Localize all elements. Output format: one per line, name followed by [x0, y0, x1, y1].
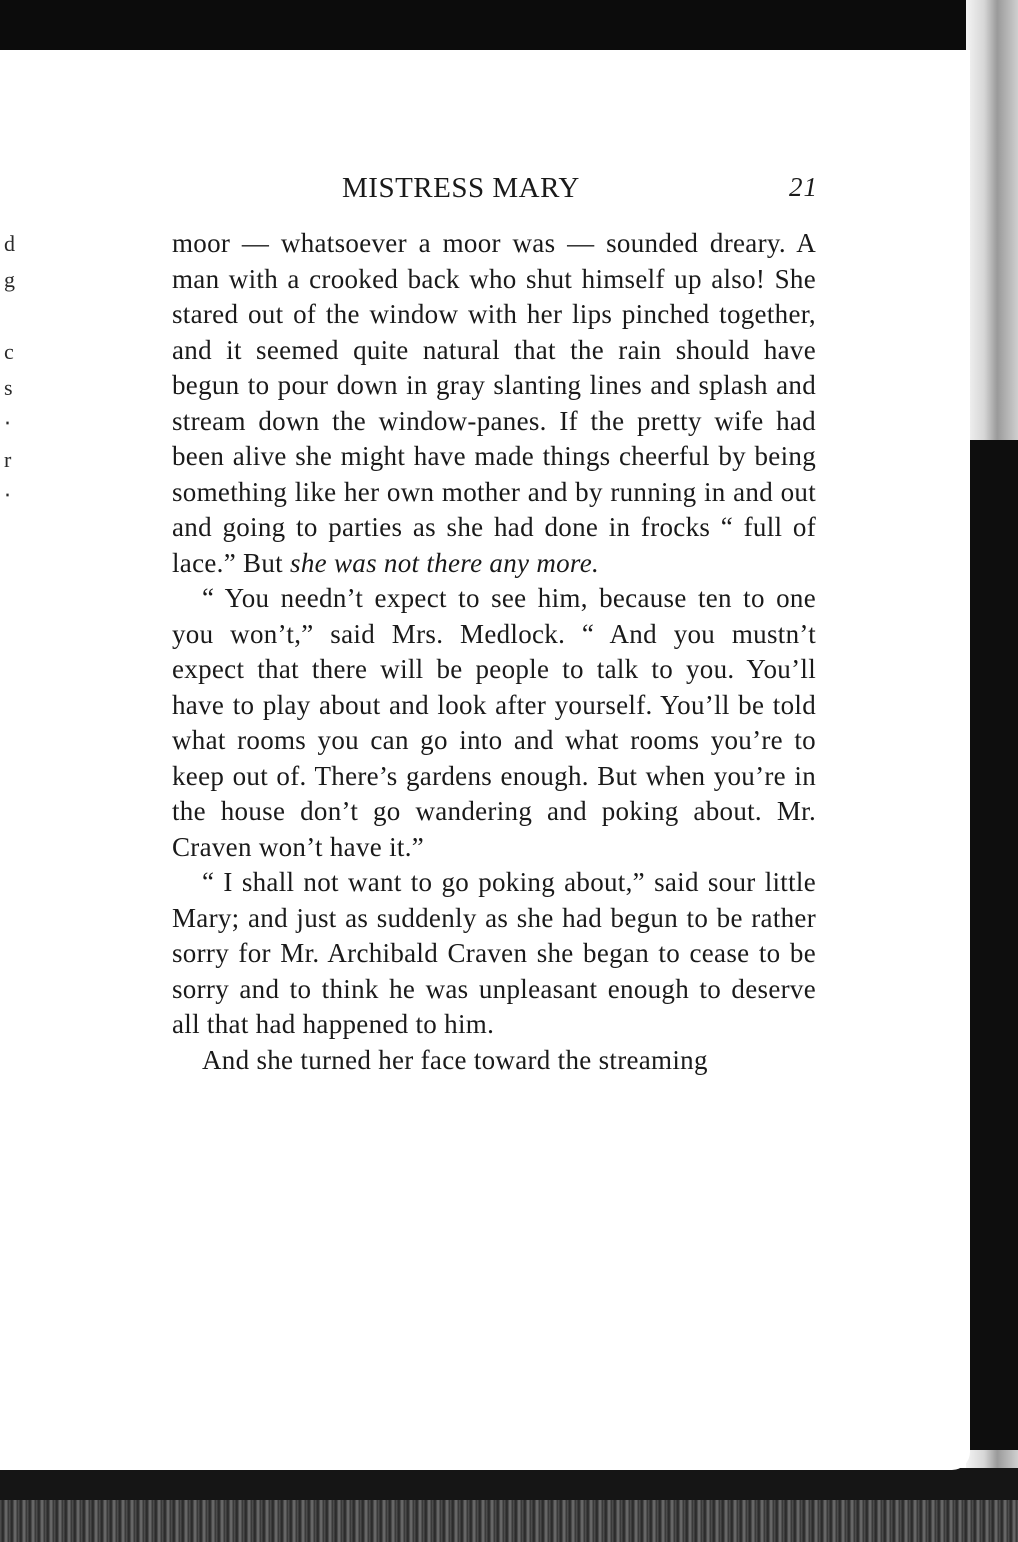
page-header: [172, 172, 818, 212]
margin-mark: [4, 298, 20, 334]
page-number: 21: [789, 172, 818, 202]
margin-mark: c: [4, 339, 14, 364]
margin-mark: d: [4, 231, 15, 256]
margin-mark: s: [4, 375, 13, 400]
paragraph: [172, 226, 816, 581]
margin-mark: ‧: [4, 483, 11, 508]
scan-grain-bottom: [0, 1500, 1018, 1542]
paragraph: “ You needn’t expect to see him, because ten to one you won’t,” said Mrs. Medlock. “ And you mustn’t expect that there will be people to talk to you. You’ll have to play about and look after yourself. You’ll be told what rooms you can go into and what rooms you’re to keep out of. There’s gardens enough. But when you’re in the house don’t go wandering and poking about. Mr. Craven won’t have it.”: [172, 583, 816, 862]
margin-mark: r: [4, 447, 12, 472]
paragraph-text: moor — whatsoever a moor was — sounded dreary. A man with a crooked back who shut himself up also! She stared out of the window with her lips pinched together, and it seemed quite natural that the rain should have begun to pour down in gray slanting lines and splash and stream down the window-panes. If the pretty wife had been alive she might have made things cheerful by being something like her own mother and by running in and out and going to parties as she had done in frocks “ full of lace.” But: [172, 228, 816, 578]
margin-mark: ‧: [4, 411, 11, 436]
paragraph: And she turned her face toward the streaming: [202, 1044, 708, 1075]
running-title: MISTRESS MARY: [342, 172, 580, 204]
scan-shadow-right: [970, 440, 1018, 1450]
paragraph: “ I shall not want to go poking about,” said sour little Mary; and just as suddenly as she had begun to be rather sorry for Mr. Archibald Craven she began to cease to be sorry and to think he was unpleasant enough to deserve all that had happened to him.: [172, 867, 816, 1039]
margin-mark: g: [4, 267, 15, 292]
italic-phrase: she was not there any more.: [290, 547, 600, 578]
body-text: [172, 226, 816, 1078]
margin-marks: [4, 226, 20, 514]
